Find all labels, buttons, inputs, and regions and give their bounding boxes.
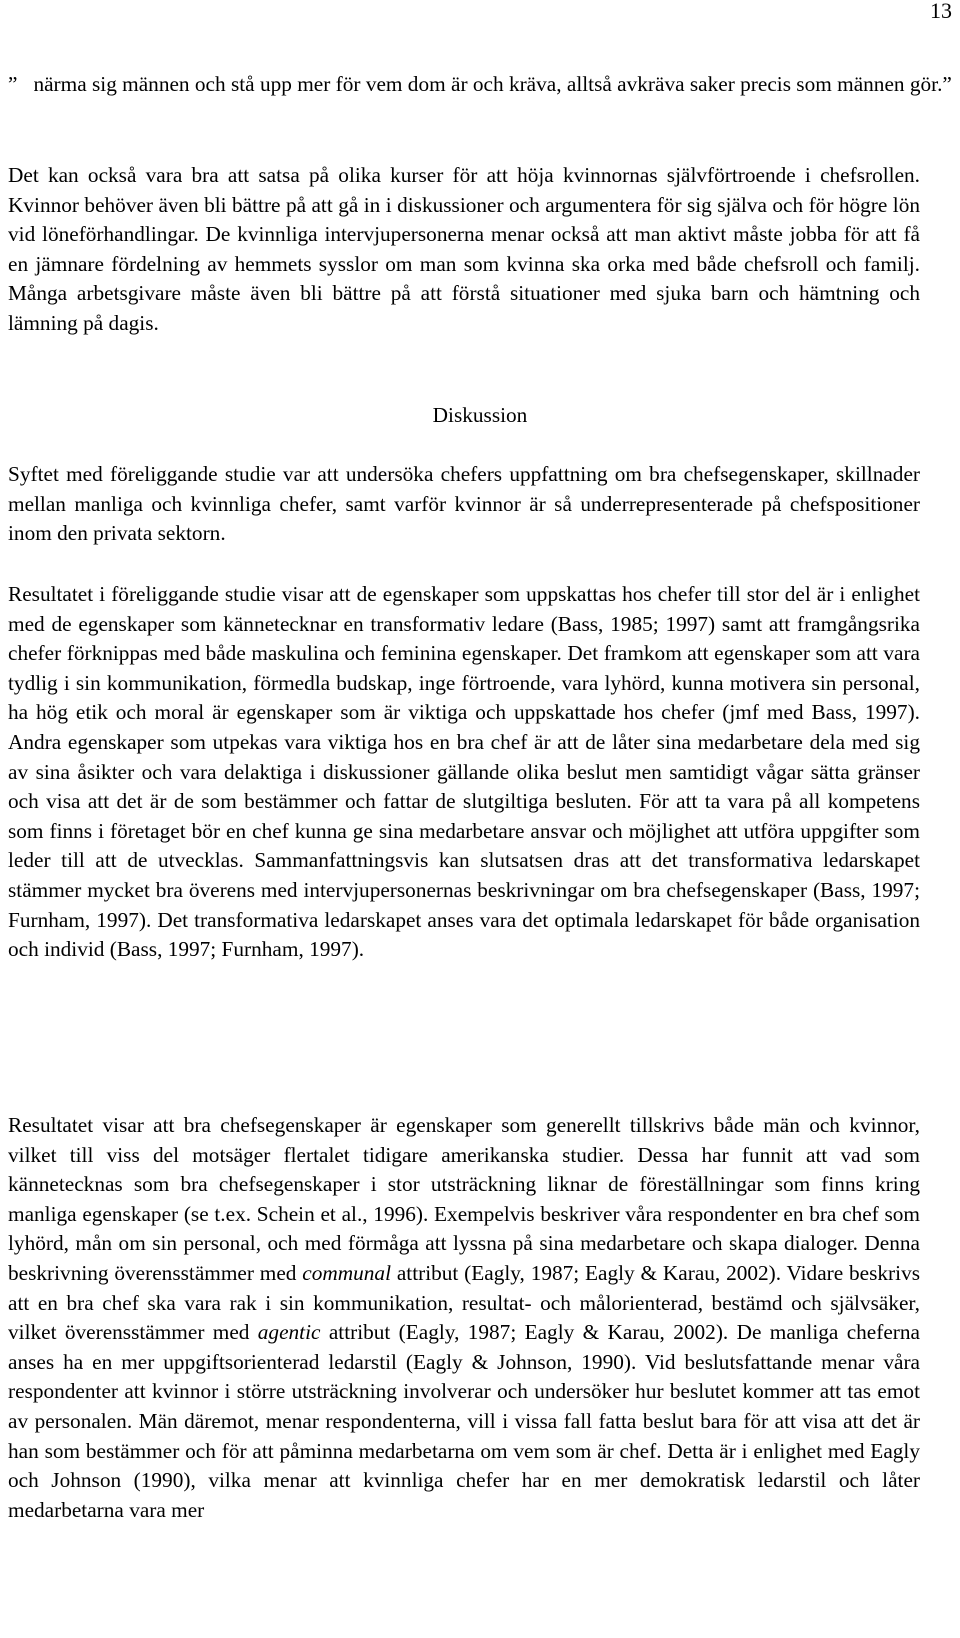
paragraph-4-part-1: Resultatet visar att bra chefsegenskaper är egenskaper som generellt tillskrivs både män och kvinnor, vilket till viss del motsäger flertalet tidigare amerikanska studier. Dessa har funnit att vad som kännetecknas som bra chefsegenskaper i stor utsträckning liknar de föreställningar som finns kring manliga egenskaper (se t.ex. Schein et al., 1996). Exempelvis beskriver våra respondenter en bra chef som lyhörd, mån om sin personal, och med förmåga att lyssna på sina medarbetare och skapa dialoger. Denna beskrivning överensstämmer med bbox=[8, 1113, 920, 1285]
quote-text: närma sig männen och stå upp mer för vem dom är och kräva, alltså avkräva saker precis som männen gör. bbox=[33, 72, 943, 96]
quote-open-mark: ” bbox=[8, 72, 18, 96]
body-paragraph-2: Syftet med föreliggande studie var att undersöka chefers uppfattning om bra chefsegenskaper, skillnader mellan manliga och kvinnliga chefer, samt varför kvinnor är så underrepresenterade på chefspositioner inom den privata sektorn. bbox=[8, 462, 920, 546]
body-paragraph-4 bbox=[8, 1111, 920, 1525]
quote-paragraph bbox=[8, 70, 960, 100]
paragraph-4-italic-communal: communal bbox=[302, 1260, 391, 1285]
page-number: 13 bbox=[930, 0, 952, 23]
section-heading: Diskussion bbox=[432, 403, 528, 427]
quote-close-mark: ” bbox=[942, 72, 952, 96]
body-paragraph-3: Resultatet i föreliggande studie visar att de egenskaper som uppskattas hos chefer till stor del är i enlighet med de egenskaper som kännetecknar en transformativ ledare (Bass, 1985; 1997) samt att framgångsrika chefer förknippas med både maskulina och feminina egenskaper. Det framkom att egenskaper som att vara tydlig i sin kommunikation, förmedla budskap, inge förtroende, vara lyhörd, kunna motivera sin personal, ha hög etik och moral är egenskaper som är viktiga och uppskattade hos chefer (jmf med Bass, 1997). Andra egenskaper som utpekas vara viktiga hos en bra chef är att de låter sina medarbetare dela med sig av sina åsikter och vara delaktiga i diskussioner gällande olika beslut men samtidigt vågar sätta gränser och visa att det är de som bestämmer och fattar de slutgiltiga besluten. För att ta vara på all kompetens som finns i företaget bör en chef kunna ge sina medarbetare ansvar och möjlighet att utföra uppgifter som leder till att de utvecklas. Sammanfattningsvis kan slutsatsen dras att det transformativa ledarskapet stämmer mycket bra överens med intervjupersonernas beskrivningar om bra chefsegenskaper (Bass, 1997; Furnham, 1997). Det transformativa ledarskapet anses vara det optimala ledarskapet för både organisation och individ (Bass, 1997; Furnham, 1997). bbox=[8, 582, 920, 962]
paragraph-4-part-3: attribut (Eagly, 1987; Eagly & Karau, 2002). De manliga cheferna anses ha en mer uppgiftsorienterad ledarstil (Eagly & Johnson, 1990). Vid beslutsfattande menar våra respondenter att kvinnor i större utsträckning involverar och undersöker hur beslutet kommer att tas emot av personalen. Män däremot, menar respondenterna, vill i vissa fall fatta beslut bara för att visa att det är han som bestämmer och för att påminna medarbetarna om vem som är chef. Detta är i enlighet med Eagly och Johnson (1990), vilka menar att kvinnliga chefer har en mer demokratisk ledarstil och låter medarbetarna vara mer bbox=[8, 1320, 920, 1522]
paragraph-4-italic-agentic: agentic bbox=[257, 1320, 321, 1345]
body-paragraph-1: Det kan också vara bra att satsa på olika kurser för att höja kvinnornas självförtroende i chefsrollen. Kvinnor behöver även bli bättre på att gå in i diskussioner och argumentera för sig själva och för högre lön vid löneförhandlingar. De kvinnliga intervjupersonerna menar också att man aktivt måste jobba för att få en jämnare fördelning av hemmets sysslor om man som kvinna ska orka med både chefsroll och familj. Många arbetsgivare måste även bli bättre på att förstå situationer med sjuka barn och hämtning och lämning på dagis. bbox=[8, 163, 920, 335]
paragraph-4-part-2: attribut (Eagly, 1987; Eagly & Karau, 2002). Vidare beskrivs att en bra chef ska vara rak i sin kommunikation, resultat- och målorienterad, bestämd och självsäker, vilket överensstämmer med bbox=[8, 1260, 921, 1345]
